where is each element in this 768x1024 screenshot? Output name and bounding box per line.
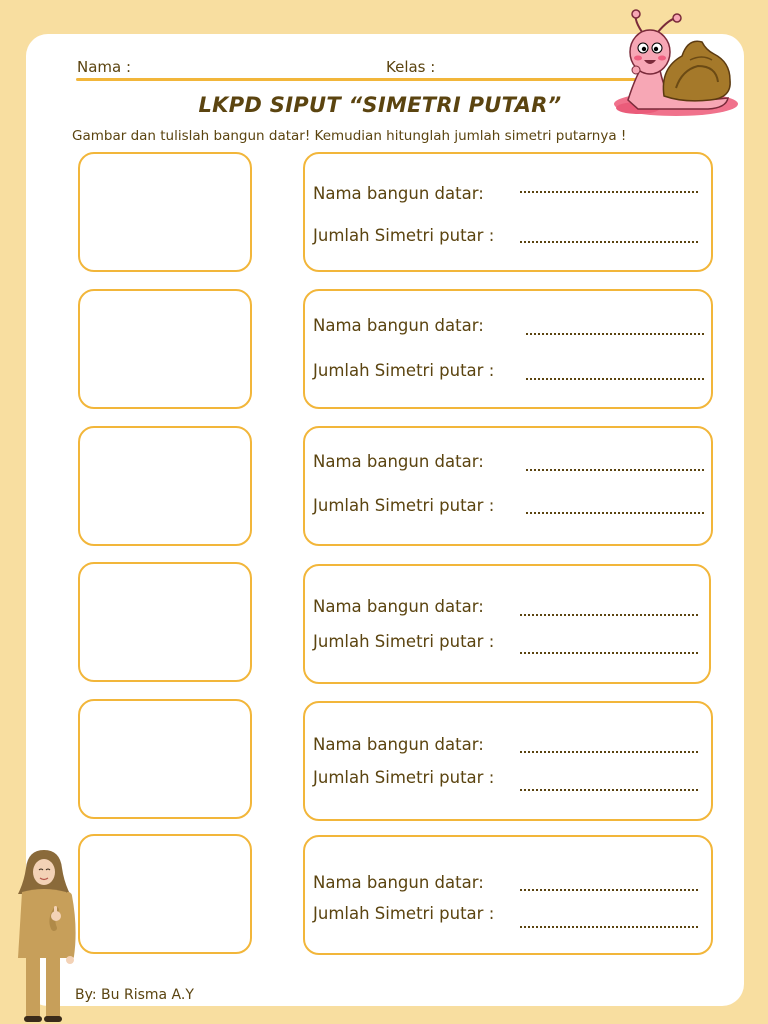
- name-label: Nama :: [77, 58, 132, 76]
- drawing-box-1[interactable]: [78, 152, 252, 272]
- shape-name-label: Nama bangun datar:: [313, 452, 484, 471]
- answer-box-4: [303, 564, 711, 684]
- symmetry-count-label: Jumlah Simetri putar :: [313, 226, 495, 245]
- shape-name-field[interactable]: [520, 614, 698, 616]
- symmetry-count-field[interactable]: [526, 378, 704, 380]
- shape-name-field[interactable]: [520, 751, 698, 753]
- shape-name-label: Nama bangun datar:: [313, 597, 484, 616]
- symmetry-count-label: Jumlah Simetri putar :: [313, 632, 495, 651]
- answer-box-6: [303, 835, 713, 955]
- symmetry-count-field[interactable]: [520, 652, 698, 654]
- instruction-text: Gambar dan tulislah bangun datar! Kemudian hitunglah jumlah simetri putarnya !: [72, 128, 627, 144]
- symmetry-count-label: Jumlah Simetri putar :: [313, 768, 495, 787]
- author-credit: By: Bu Risma A.Y: [75, 987, 194, 1003]
- drawing-box-4[interactable]: [78, 562, 252, 682]
- page-title: LKPD SIPUT “SIMETRI PUTAR”: [198, 93, 562, 117]
- drawing-box-3[interactable]: [78, 426, 252, 546]
- symmetry-count-label: Jumlah Simetri putar :: [313, 904, 495, 923]
- shape-name-label: Nama bangun datar:: [313, 873, 484, 892]
- answer-box-1: [303, 152, 713, 272]
- class-label: Kelas :: [386, 58, 436, 76]
- drawing-box-6[interactable]: [78, 834, 252, 954]
- snail-illustration: [598, 8, 744, 126]
- teacher-illustration: [10, 848, 78, 1024]
- shape-name-field[interactable]: [526, 469, 704, 471]
- answer-box-5: [303, 701, 713, 821]
- shape-name-label: Nama bangun datar:: [313, 735, 484, 754]
- drawing-box-2[interactable]: [78, 289, 252, 409]
- header-underline: [76, 78, 636, 81]
- answer-box-3: [303, 426, 713, 546]
- symmetry-count-field[interactable]: [520, 241, 698, 243]
- shape-name-label: Nama bangun datar:: [313, 184, 484, 203]
- symmetry-count-field[interactable]: [526, 512, 704, 514]
- symmetry-count-label: Jumlah Simetri putar :: [313, 361, 495, 380]
- symmetry-count-field[interactable]: [520, 789, 698, 791]
- symmetry-count-field[interactable]: [520, 926, 698, 928]
- drawing-box-5[interactable]: [78, 699, 252, 819]
- answer-box-2: [303, 289, 713, 409]
- shape-name-field[interactable]: [526, 333, 704, 335]
- shape-name-field[interactable]: [520, 191, 698, 193]
- symmetry-count-label: Jumlah Simetri putar :: [313, 496, 495, 515]
- shape-name-field[interactable]: [520, 889, 698, 891]
- shape-name-label: Nama bangun datar:: [313, 316, 484, 335]
